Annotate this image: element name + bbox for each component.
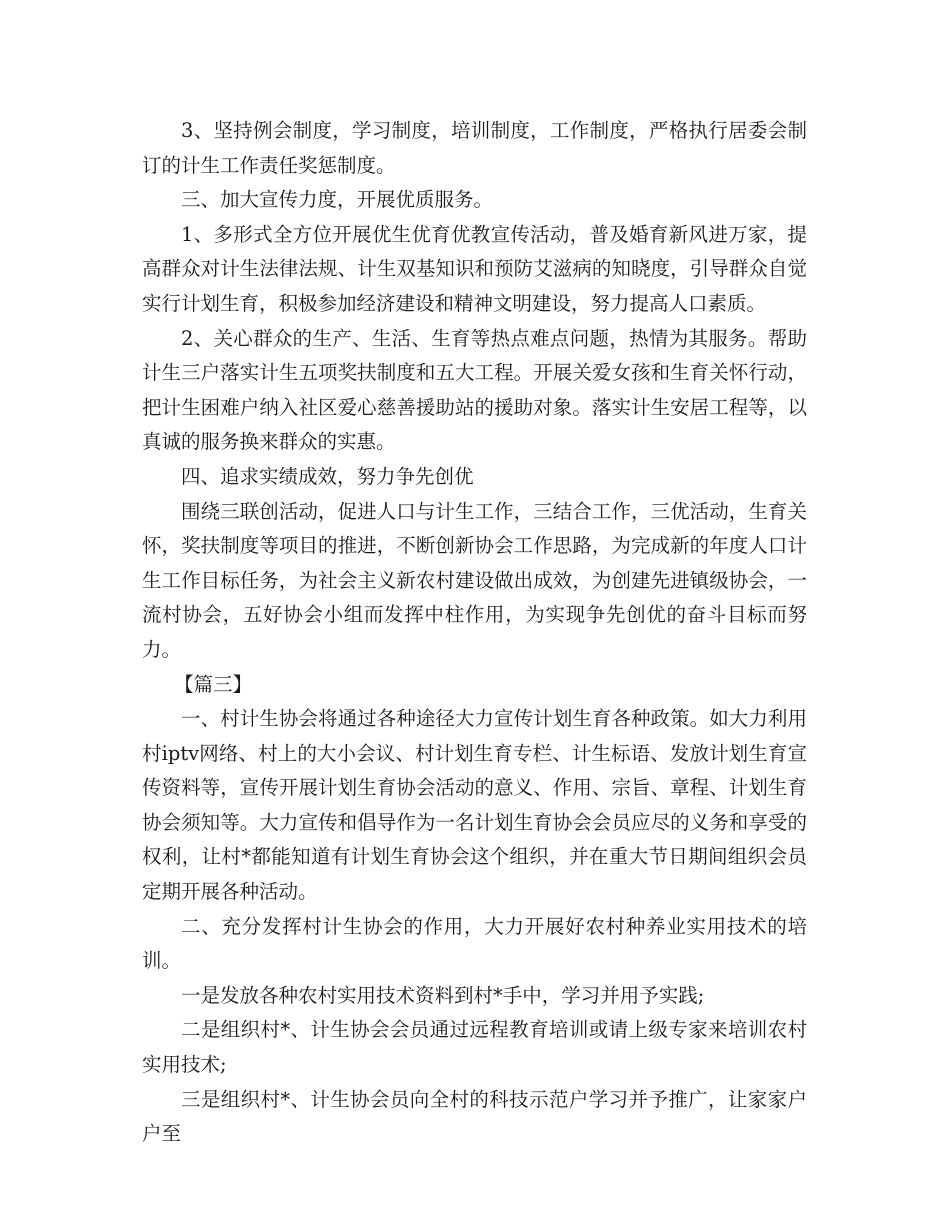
paragraph-policy-promotion: 一、村计生协会将通过各种途径大力宣传计划生育各种政策。如大力利用村iptv网络、村上的大小会议、村计划生育专栏、计生标语、发放计划生育宣传资料等，宣传开展计划生育协会活动的意义、作用、宗旨、章程、计划生育协会须知等。大力宣传和倡导作为一名计划生育协会会员应尽的义务和享受的权利，让村*都能知道有计划生育协会这个组织，并在重大节日期间组织会员定期开展各种活动。 [142, 707, 807, 904]
section-heading-four: 四、追求实绩成效，努力争先创优 [181, 464, 474, 488]
paragraph-rules: 3、坚持例会制度，学习制度，培训制度，工作制度，严格执行居委会制订的计生工作责任奖惩制度。 [142, 119, 807, 177]
section-heading-three: 三、加大宣传力度，开展优质服务。 [181, 188, 494, 212]
document-body [142, 114, 807, 1152]
list-item-three: 三是组织村*、计生协会员向全村的科技示范户学习并予推广，让家家户户至 [142, 1087, 807, 1146]
paragraph-achievements: 围绕三联创活动，促进人口与计生工作，三结合工作，三优活动，生育关怀，奖扶制度等项目的推进，不断创新协会工作思路，为完成新的年度人口计生工作目标任务，为社会主义新农村建设做出成效，为创建先进镇级协会，一流村协会，五好协会小组而发挥中柱作用，为实现争先创优的奋斗目标而努力。 [142, 499, 807, 661]
paragraph-publicity: 1、多形式全方位开展优生优育优教宣传活动，普及婚育新风进万家，提高群众对计生法律法规、计生双基知识和预防艾滋病的知晓度，引导群众自觉实行计划生育，积极参加经济建设和精神文明建设，努力提高人口素质。 [142, 222, 807, 315]
paragraph-training: 二、充分发挥村计生协会的作用，大力开展好农村种养业实用技术的培训。 [142, 914, 807, 973]
list-item-one: 一是发放各种农村实用技术资料到村*手中，学习并用予实践; [181, 983, 705, 1007]
part-three-heading: 【篇三】 [174, 672, 253, 696]
paragraph-care: 2、关心群众的生产、生活、生育等热点难点问题，热情为其服务。帮助计生三户落实计生五项奖扶制度和五大工程。开展关爱女孩和生育关怀行动，把计生困难户纳入社区爱心慈善援助站的援助对象。落实计生安居工程等，以真诚的服务换来群众的实惠。 [142, 326, 807, 454]
list-item-two: 二是组织村*、计生协会会员通过远程教育培训或请上级专家来培训农村实用技术; [142, 1018, 807, 1077]
